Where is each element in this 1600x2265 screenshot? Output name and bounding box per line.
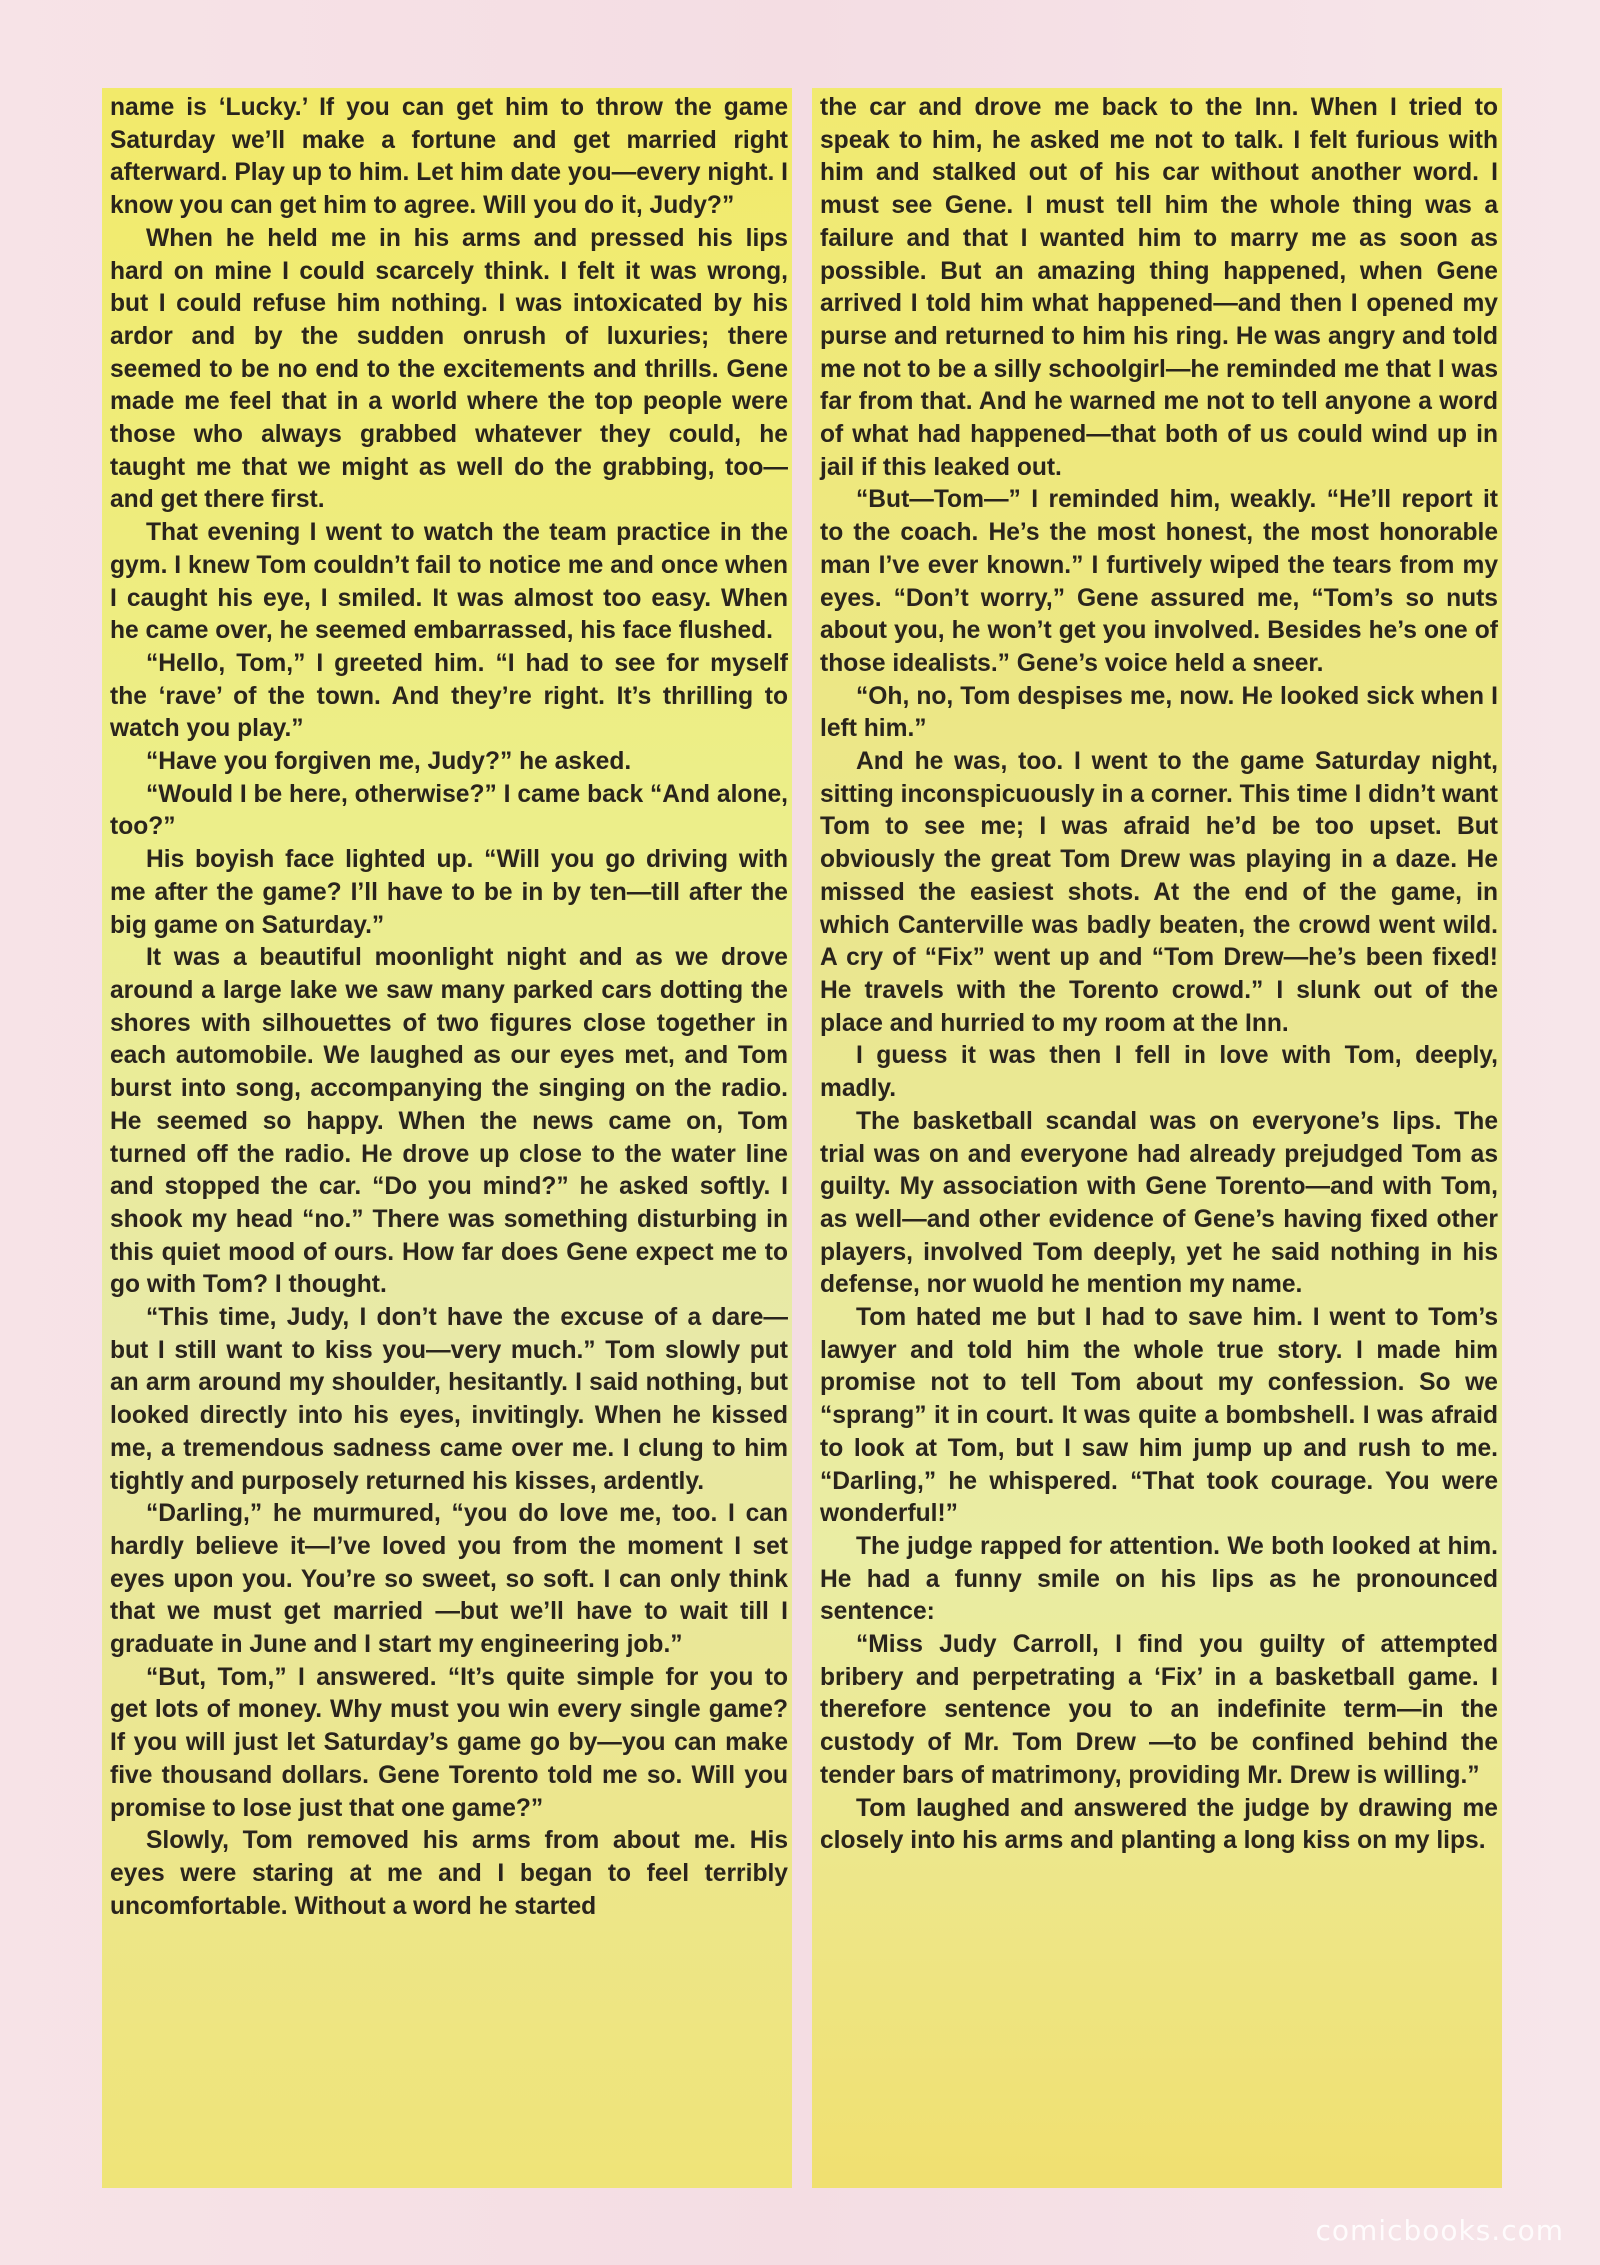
paragraph: “Hello, Tom,” I greeted him. “I had to see for myself the ‘rave’ of the town. And they’re right. It’s thrilling to watch you play.”	[110, 649, 788, 743]
paragraph: “Darling,” he murmured, “you do love me, too. I can hardly believe it—I’ve loved you from the moment I set eyes upon you. You’re so sweet, so soft. I can only think that we must get married —but we’ll have to wait till I graduate in June and I start my engineering job.”	[110, 1500, 788, 1659]
paragraph: When he held me in his arms and pressed his lips hard on mine I could scarcely think. I felt it was wrong, but I could refuse him nothing. I was intoxicated by his ardor and by the sudden onrush of luxuries; there seemed to be no end to the excitements and thrills. Gene made me feel that in a world where the top people were those who always grabbed whatever they could, he taught me that we might as well do the grabbing, too—and get there first.	[110, 224, 788, 514]
paragraph: the car and drove me back to the Inn. When I tried to speak to him, he asked me not to talk. I felt furious with him and stalked out of his car without another word. I must see Gene. I must tell him the whole thing was a failure and that I wanted him to marry me as soon as possible. But an amazing thing happened, when Gene arrived I told him what happened—and then I opened my purse and returned to him his ring. He was angry and told me not to be a silly schoolgirl—he reminded me that I was far from that. And he warned me not to tell anyone a word of what had happened—that both of us could wind up in jail if this leaked out.	[820, 94, 1498, 481]
paragraph: His boyish face lighted up. “Will you go driving with me after the game? I’ll have to be in by ten—till after the big game on Saturday.”	[110, 846, 788, 939]
paragraph: And he was, too. I went to the game Saturday night, sitting inconspicuously in a corner. This time I didn’t want Tom to see me; I was afraid he’d be too upset. But obviously the great Tom Drew was playing in a daze. He missed the easiest shots. At the end of the game, in which Canterville was badly beaten, the crowd went wild. A cry of “Fix” went up and “Tom Drew—he’s been fixed! He travels with the Torento crowd.” I slunk out of the place and hurried to my room at the Inn.	[820, 748, 1498, 1037]
paragraph: “But, Tom,” I answered. “It’s quite simple for you to get lots of money. Why must you win every single game? If you will just let Saturday’s game go by—you can make five thousand dollars. Gene Torento told me so. Will you promise to lose just that one game?”	[110, 1663, 788, 1822]
paragraph: “But—Tom—” I reminded him, weakly. “He’ll report it to the coach. He’s the most honest, the most honorable man I’ve ever known.” I furtively wiped the tears from my eyes. “Don’t worry,” Gene assured me, “Tom’s so nuts about you, he won’t get you involved. Besides he’s one of those idealists.” Gene’s voice held a sneer.	[820, 486, 1498, 677]
watermark-text: comicbooks.com	[1315, 2214, 1564, 2247]
paragraph: Tom hated me but I had to save him. I went to Tom’s lawyer and told him the whole true story. I made him promise not to tell Tom about my confession. So we “sprang” it in court. It was quite a bombshell. I was afraid to look at Tom, but I saw him jump up and rush to me. “Darling,” he whispered. “That took courage. You were wonderful!”	[820, 1304, 1498, 1528]
paragraph: “Oh, no, Tom despises me, now. He looked sick when I left him.”	[820, 682, 1498, 743]
paragraph: Slowly, Tom removed his arms from about me. His eyes were staring at me and I began to feel terribly uncomfortable. Without a word he started	[110, 1827, 788, 1920]
text-column-right	[812, 88, 1502, 2188]
paragraph: name is ‘Lucky.’ If you can get him to throw the game Saturday we’ll make a fortune and get married right afterward. Play up to him. Let him date you—every night. I know you can get him to agree. Will you do it, Judy?”	[110, 94, 788, 220]
paragraph: The judge rapped for attention. We both looked at him. He had a funny smile on his lips as he pronounced sentence:	[820, 1532, 1498, 1626]
text-column-left	[102, 88, 792, 2188]
paragraph: Tom laughed and answered the judge by drawing me closely into his arms and planting a long kiss on my lips.	[820, 1794, 1498, 1855]
paragraph: “Would I be here, otherwise?” I came back “And alone, too?”	[110, 780, 788, 841]
paragraph: The basketball scandal was on everyone’s lips. The trial was on and everyone had already prejudged Tom as guilty. My association with Gene Torento—and with Tom, as well—and other evidence of Gene’s having fixed other players, involved Tom deeply, yet he said nothing in his defense, nor wuold he mention my name.	[820, 1107, 1498, 1299]
paragraph: “Have you forgiven me, Judy?” he asked.	[146, 748, 632, 776]
paragraph: “This time, Judy, I don’t have the excuse of a dare—but I still want to kiss you—very much.” Tom slowly put an arm around my shoulder, hesitantly. I said nothing, but looked directly into his eyes, invitingly. When he kissed me, a tremendous sadness came over me. I clung to him tightly and purposely returned his kisses, ardently.	[110, 1304, 788, 1495]
paragraph: It was a beautiful moonlight night and as we drove around a large lake we saw many parked cars dotting the shores with silhouettes of two figures close together in each automobile. We laughed as our eyes met, and Tom burst into song, accompanying the singing on the radio. He seemed so happy. When the news came on, Tom turned off the radio. He drove up close to the water line and stopped the car. “Do you mind?” he asked softly. I shook my head “no.” There was something disturbing in this quiet mood of ours. How far does Gene expect me to go with Tom? I thought.	[110, 944, 788, 1299]
paragraph: “Miss Judy Carroll, I find you guilty of attempted bribery and perpetrating a ‘Fix’ in a basketball game. I therefore sentence you to an indefinite term—in the custody of Mr. Tom Drew —to be confined behind the tender bars of matrimony, providing Mr. Drew is willing.”	[820, 1631, 1498, 1789]
paragraph: That evening I went to watch the team practice in the gym. I knew Tom couldn’t fail to notice me and once when I caught his eye, I smiled. It was almost too easy. When he came over, he seemed embarrassed, his face flushed.	[110, 519, 788, 645]
paragraph: I guess it was then I fell in love with Tom, deeply, madly.	[820, 1042, 1498, 1103]
